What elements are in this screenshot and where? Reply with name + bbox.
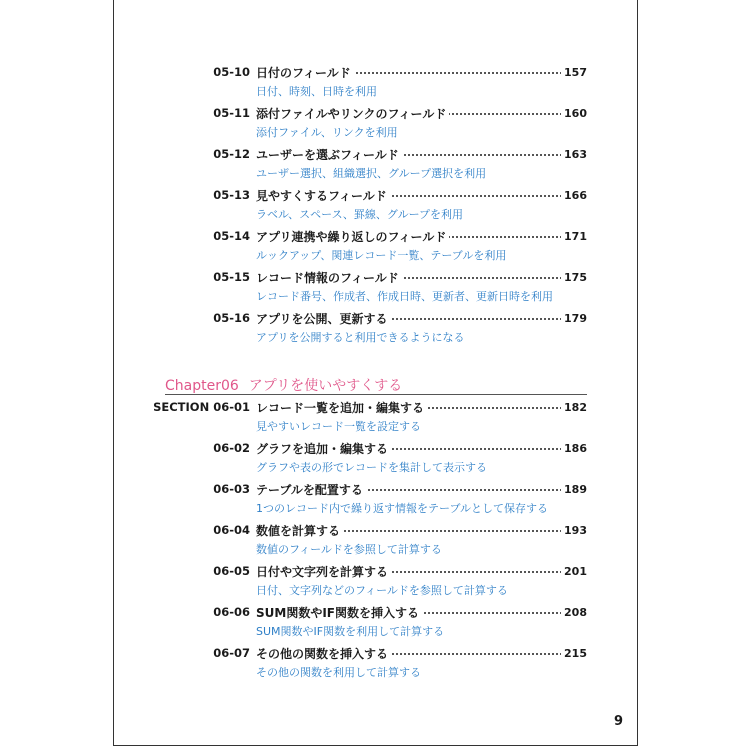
section-title: その他の関数を挿入する xyxy=(256,645,391,662)
toc-entry-row xyxy=(114,644,637,662)
section-number: 06-06 xyxy=(213,605,250,619)
section-number: 05-15 xyxy=(213,270,250,284)
section-subtitle: SUM関数やIF関数を利用して計算する xyxy=(256,625,445,638)
section-page-number: 166 xyxy=(561,189,587,202)
section-title: 数値を計算する xyxy=(256,522,343,539)
toc-entry-row xyxy=(114,603,637,621)
section-number: 05-12 xyxy=(213,147,250,161)
section-title: 日付のフィールド xyxy=(256,64,354,81)
section-subtitle: ユーザー選択、組織選択、グループ選択を利用 xyxy=(256,167,487,180)
section-number: 05-11 xyxy=(213,106,250,120)
toc-entry[interactable] xyxy=(114,186,637,226)
section-title: アプリを公開、更新する xyxy=(256,310,391,327)
toc-entry[interactable] xyxy=(114,268,637,308)
section-number: 06-05 xyxy=(213,564,250,578)
toc-entry[interactable] xyxy=(114,562,637,602)
section-subtitle: アプリを公開すると利用できるようになる xyxy=(256,331,465,344)
section-subtitle: 数値のフィールドを参照して計算する xyxy=(256,543,442,556)
toc-entry[interactable] xyxy=(114,104,637,144)
section-page-number: 201 xyxy=(561,565,587,578)
toc-entry-row xyxy=(114,439,637,457)
section-title: レコード情報のフィールド xyxy=(256,269,402,286)
section-title: 見やすくするフィールド xyxy=(256,187,390,204)
toc-entry-row xyxy=(114,398,637,416)
section-page-number: 189 xyxy=(561,483,587,496)
section-number: 06-04 xyxy=(213,523,250,537)
section-subtitle: その他の関数を利用して計算する xyxy=(256,666,421,679)
chapter-rule xyxy=(165,394,587,395)
toc-entry-row xyxy=(114,186,637,204)
section-number: 06-03 xyxy=(213,482,250,496)
toc-entry-row xyxy=(114,104,637,122)
section-page-number: 215 xyxy=(561,647,587,660)
section-page-number: 163 xyxy=(561,148,587,161)
toc-entry-row xyxy=(114,309,637,327)
section-page-number: 160 xyxy=(561,107,587,120)
toc-entry[interactable] xyxy=(114,63,637,103)
section-subtitle: 日付、時刻、日時を利用 xyxy=(256,85,377,98)
section-title: テーブルを配置する xyxy=(256,481,366,498)
section-subtitle: 添付ファイル、リンクを利用 xyxy=(256,126,398,139)
toc-entry[interactable] xyxy=(114,439,637,479)
section-number: 05-10 xyxy=(213,65,250,79)
toc-entry[interactable] xyxy=(114,145,637,185)
toc-entry-row xyxy=(114,562,637,580)
toc-entry[interactable] xyxy=(114,309,637,349)
book-page xyxy=(113,0,638,746)
toc-entry-row xyxy=(114,268,637,286)
section-number: 05-16 xyxy=(213,311,250,325)
section-page-number: 179 xyxy=(561,312,587,325)
section-page-number: 175 xyxy=(561,271,587,284)
section-subtitle: ルックアップ、関連レコード一覧、テーブルを利用 xyxy=(256,249,507,262)
section-page-number: 208 xyxy=(561,606,587,619)
toc-entry-row xyxy=(114,63,637,81)
section-subtitle: 見やすいレコード一覧を設定する xyxy=(256,420,421,433)
section-number: 05-13 xyxy=(213,188,250,202)
toc-entry[interactable] xyxy=(114,227,637,267)
page-number: 9 xyxy=(613,714,623,729)
section-subtitle: レコード番号、作成者、作成日時、更新者、更新日時を利用 xyxy=(256,290,553,303)
section-subtitle: 日付、文字列などのフィールドを参照して計算する xyxy=(256,584,508,597)
section-page-number: 193 xyxy=(561,524,587,537)
section-subtitle: グラフや表の形でレコードを集計して表示する xyxy=(256,461,487,474)
section-title: ユーザーを選ぶフィールド xyxy=(256,146,402,163)
section-subtitle: 1つのレコード内で繰り返す情報をテーブルとして保存する xyxy=(256,502,549,515)
toc-entry[interactable] xyxy=(114,480,637,520)
chapter-title: アプリを使いやすくする xyxy=(248,378,403,394)
chapter-heading xyxy=(165,375,412,395)
toc-entry-row xyxy=(114,227,637,245)
section-title: レコード一覧を追加・編集する xyxy=(256,399,427,416)
section-number: 06-02 xyxy=(213,441,250,455)
toc-entry[interactable] xyxy=(114,398,637,438)
toc-entry-row xyxy=(114,521,637,539)
section-number: 05-14 xyxy=(213,229,250,243)
section-number: SECTION 06-01 xyxy=(153,400,250,414)
section-page-number: 182 xyxy=(561,401,587,414)
section-title: 日付や文字列を計算する xyxy=(256,563,391,580)
toc-entry[interactable] xyxy=(114,603,637,643)
chapter-label: Chapter06 xyxy=(165,378,239,394)
toc-entry-row xyxy=(114,145,637,163)
toc-entry-row xyxy=(114,480,637,498)
section-title: アプリ連携や繰り返しのフィールド xyxy=(256,228,449,245)
section-subtitle: ラベル、スペース、罫線、グループを利用 xyxy=(256,208,464,221)
section-page-number: 157 xyxy=(561,66,587,79)
section-number: 06-07 xyxy=(213,646,250,660)
section-title: 添付ファイルやリンクのフィールド xyxy=(256,105,449,122)
section-title: SUM関数やIF関数を挿入する xyxy=(256,604,422,621)
section-title: グラフを追加・編集する xyxy=(256,440,391,457)
toc-entry[interactable] xyxy=(114,521,637,561)
section-page-number: 186 xyxy=(561,442,587,455)
toc-entry[interactable] xyxy=(114,644,637,684)
section-page-number: 171 xyxy=(561,230,587,243)
